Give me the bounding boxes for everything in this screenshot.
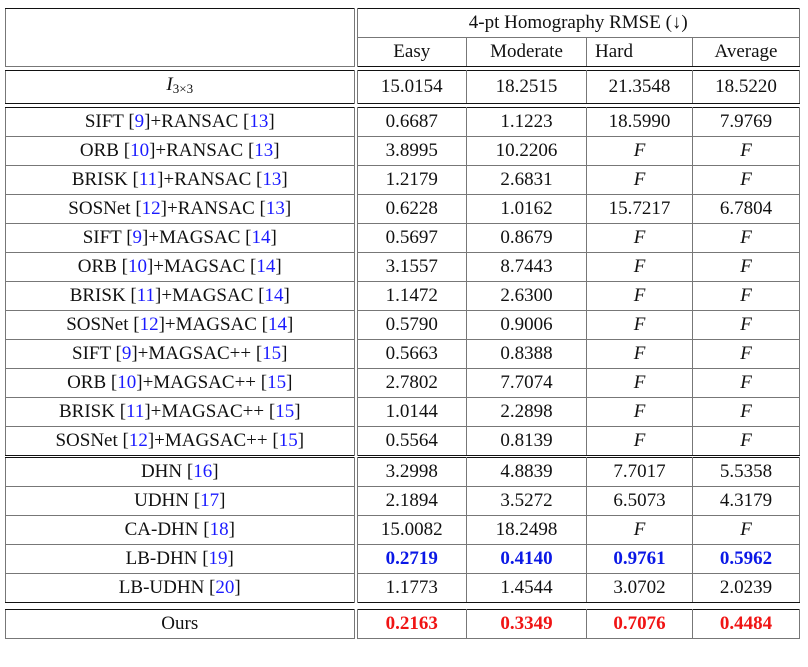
method-cell <box>6 71 356 104</box>
method-cell: SOSNet [12]+MAGSAC++ [15] <box>6 427 356 456</box>
value-cell: 3.2998 <box>356 458 467 487</box>
value-cell: 0.6687 <box>356 108 467 137</box>
deep-learning-block <box>5 457 800 603</box>
table-row <box>6 340 800 369</box>
failure-cell: F <box>587 166 693 195</box>
method-name: SOSNet <box>66 314 134 335</box>
failure-cell: F <box>693 369 800 398</box>
citation-link[interactable]: 15 <box>278 430 298 451</box>
failure-cell: F <box>587 369 693 398</box>
citation-link[interactable]: 9 <box>132 227 143 248</box>
citation-link[interactable]: 13 <box>265 198 285 219</box>
value-cell: 4.8839 <box>467 458 587 487</box>
method-cell: Ours <box>6 610 356 639</box>
citation-link[interactable]: 11 <box>126 401 145 422</box>
value-cell: 0.5962 <box>693 545 800 574</box>
value-cell: 1.0144 <box>356 398 467 427</box>
method-name: SOSNet <box>68 198 136 219</box>
failure-cell: F <box>587 516 693 545</box>
table-row <box>6 487 800 516</box>
table-row <box>6 458 800 487</box>
value-cell: 0.6228 <box>356 195 467 224</box>
citation-link[interactable]: 13 <box>262 169 282 190</box>
value-cell: 1.1223 <box>467 108 587 137</box>
value-cell: 0.8388 <box>467 340 587 369</box>
method-name: SIFT <box>84 111 129 132</box>
table-row <box>6 545 800 574</box>
method-estimator: +MAGSAC++ <box>142 372 261 393</box>
value-cell: 15.0082 <box>356 516 467 545</box>
identity-symbol: I <box>166 74 173 95</box>
ours-block <box>5 609 800 639</box>
citation-link[interactable]: 11 <box>136 285 156 306</box>
table-row <box>6 166 800 195</box>
value-cell: 4.3179 <box>693 487 800 516</box>
value-cell: 1.4544 <box>467 574 587 603</box>
col-easy: Easy <box>356 38 467 67</box>
method-estimator: +MAGSAC <box>153 256 251 277</box>
citation-link[interactable]: 13 <box>249 111 269 132</box>
method-cell: ORB [10]+RANSAC [13] <box>6 137 356 166</box>
feature-based-block <box>5 107 800 456</box>
failure-cell: F <box>693 282 800 311</box>
value-cell: 21.3548 <box>587 71 693 104</box>
value-cell: 7.7017 <box>587 458 693 487</box>
value-cell: 1.2179 <box>356 166 467 195</box>
method-estimator: +MAGSAC <box>148 227 246 248</box>
citation-link[interactable]: 9 <box>134 111 145 132</box>
table-row <box>6 195 800 224</box>
failure-cell: F <box>587 137 693 166</box>
citation-link[interactable]: 15 <box>267 372 287 393</box>
value-cell: 1.1472 <box>356 282 467 311</box>
value-cell: 7.9769 <box>693 108 800 137</box>
method-cell: SIFT [9]+MAGSAC [14] <box>6 224 356 253</box>
citation-link[interactable]: 16 <box>193 461 213 482</box>
method-estimator: +MAGSAC++ <box>150 401 269 422</box>
method-cell: DHN [16] <box>6 458 356 487</box>
method-name: SOSNet <box>55 430 123 451</box>
value-cell: 0.5663 <box>356 340 467 369</box>
citation-link[interactable]: 11 <box>138 169 158 190</box>
failure-cell: F <box>693 427 800 456</box>
value-cell: 6.7804 <box>693 195 800 224</box>
value-cell: 15.7217 <box>587 195 693 224</box>
baseline-block <box>5 70 800 104</box>
method-cell: SIFT [9]+RANSAC [13] <box>6 108 356 137</box>
method-estimator: +MAGSAC++ <box>137 343 256 364</box>
value-cell: 5.5358 <box>693 458 800 487</box>
table-row <box>6 224 800 253</box>
citation-link[interactable]: 12 <box>139 314 159 335</box>
failure-cell: F <box>693 340 800 369</box>
method-cell: LB-DHN [19] <box>6 545 356 574</box>
method-cell: BRISK [11]+RANSAC [13] <box>6 166 356 195</box>
method-name: LB-UDHN <box>118 577 210 598</box>
method-name: ORB <box>77 256 122 277</box>
value-cell: 0.7076 <box>587 610 693 639</box>
table-row <box>6 574 800 603</box>
value-cell: 3.1557 <box>356 253 467 282</box>
value-cell: 0.5790 <box>356 311 467 340</box>
method-estimator: +RANSAC <box>155 140 248 161</box>
method-name: SIFT <box>72 343 116 364</box>
method-cell: LB-UDHN [20] <box>6 574 356 603</box>
table-row <box>6 108 800 137</box>
value-cell: 3.0702 <box>587 574 693 603</box>
table-row <box>6 311 800 340</box>
method-name: UDHN <box>134 490 194 511</box>
citation-link[interactable]: 10 <box>117 372 137 393</box>
method-cell: ORB [10]+MAGSAC++ [15] <box>6 369 356 398</box>
method-cell: UDHN [17] <box>6 487 356 516</box>
citation-link[interactable]: 15 <box>262 343 282 364</box>
citation-link[interactable]: 14 <box>267 314 287 335</box>
value-cell: 10.2206 <box>467 137 587 166</box>
method-name: ORB <box>79 140 124 161</box>
table-row <box>6 137 800 166</box>
method-cell: ORB [10]+MAGSAC [14] <box>6 253 356 282</box>
method-name: CA-DHN <box>124 519 204 540</box>
citation-link[interactable]: 10 <box>127 256 147 277</box>
value-cell: 18.5220 <box>693 71 800 104</box>
value-cell: 18.2498 <box>467 516 587 545</box>
method-cell: CA-DHN [18] <box>6 516 356 545</box>
failure-cell: F <box>693 224 800 253</box>
value-cell: 0.2719 <box>356 545 467 574</box>
method-cell: BRISK [11]+MAGSAC++ [15] <box>6 398 356 427</box>
citation-link[interactable]: 20 <box>215 577 235 598</box>
failure-cell: F <box>693 166 800 195</box>
method-name: BRISK <box>71 169 133 190</box>
value-cell: 6.5073 <box>587 487 693 516</box>
method-name: SIFT <box>82 227 127 248</box>
method-estimator: +RANSAC <box>167 198 260 219</box>
method-name: ORB <box>67 372 111 393</box>
method-estimator: +MAGSAC <box>161 285 259 306</box>
table-row <box>6 71 800 104</box>
value-cell: 2.2898 <box>467 398 587 427</box>
citation-link[interactable]: 13 <box>254 140 274 161</box>
value-cell: 18.2515 <box>467 71 587 104</box>
table-row <box>6 398 800 427</box>
value-cell: 0.9761 <box>587 545 693 574</box>
failure-cell: F <box>693 398 800 427</box>
citation-link[interactable]: 14 <box>264 285 284 306</box>
identity-subscript: 3×3 <box>172 81 194 96</box>
table-row <box>6 253 800 282</box>
method-estimator: +RANSAC <box>163 169 257 190</box>
value-cell: 18.5990 <box>587 108 693 137</box>
value-cell: 0.4140 <box>467 545 587 574</box>
metric-group-title: 4-pt Homography RMSE (↓) <box>356 9 800 38</box>
method-estimator: +MAGSAC <box>164 314 262 335</box>
failure-cell: F <box>587 340 693 369</box>
citation-link[interactable]: 17 <box>200 490 220 511</box>
value-cell: 0.5697 <box>356 224 467 253</box>
value-cell: 7.7074 <box>467 369 587 398</box>
table-row-ours <box>6 610 800 639</box>
citation-link[interactable]: 10 <box>130 140 150 161</box>
citation-link[interactable]: 15 <box>275 401 295 422</box>
failure-cell: F <box>693 137 800 166</box>
col-moderate: Moderate <box>467 38 587 67</box>
table-row <box>6 516 800 545</box>
value-cell: 3.8995 <box>356 137 467 166</box>
failure-cell: F <box>587 253 693 282</box>
method-cell: SIFT [9]+MAGSAC++ [15] <box>6 340 356 369</box>
value-cell: 2.1894 <box>356 487 467 516</box>
method-cell: BRISK [11]+MAGSAC [14] <box>6 282 356 311</box>
value-cell: 0.8679 <box>467 224 587 253</box>
value-cell: 3.5272 <box>467 487 587 516</box>
value-cell: 2.7802 <box>356 369 467 398</box>
col-average: Average <box>693 38 800 67</box>
method-estimator: +RANSAC <box>150 111 244 132</box>
citation-link[interactable]: 9 <box>121 343 132 364</box>
value-cell: 2.6831 <box>467 166 587 195</box>
method-cell: SOSNet [12]+MAGSAC [14] <box>6 311 356 340</box>
citation-link[interactable]: 14 <box>256 256 276 277</box>
value-cell: 0.5564 <box>356 427 467 456</box>
method-header-cell <box>6 9 356 67</box>
failure-cell: F <box>693 253 800 282</box>
method-name: BRISK <box>58 401 120 422</box>
citation-link[interactable]: 12 <box>141 198 161 219</box>
failure-cell: F <box>693 311 800 340</box>
method-name: DHN <box>140 461 187 482</box>
value-cell: 0.9006 <box>467 311 587 340</box>
failure-cell: F <box>587 427 693 456</box>
method-cell: SOSNet [12]+RANSAC [13] <box>6 195 356 224</box>
value-cell: 1.1773 <box>356 574 467 603</box>
value-cell: 0.3349 <box>467 610 587 639</box>
method-name: BRISK <box>69 285 131 306</box>
failure-cell: F <box>693 516 800 545</box>
table-row <box>6 369 800 398</box>
value-cell: 15.0154 <box>356 71 467 104</box>
failure-cell: F <box>587 282 693 311</box>
failure-cell: F <box>587 224 693 253</box>
table-row <box>6 427 800 456</box>
col-hard: Hard <box>587 38 693 67</box>
table-row <box>6 282 800 311</box>
value-cell: 8.7443 <box>467 253 587 282</box>
method-name: LB-DHN <box>125 548 203 569</box>
table-header <box>5 8 800 67</box>
failure-cell: F <box>587 398 693 427</box>
citation-link[interactable]: 19 <box>208 548 228 569</box>
value-cell: 2.0239 <box>693 574 800 603</box>
value-cell: 0.2163 <box>356 610 467 639</box>
value-cell: 0.8139 <box>467 427 587 456</box>
citation-link[interactable]: 18 <box>209 519 229 540</box>
value-cell: 0.4484 <box>693 610 800 639</box>
method-estimator: +MAGSAC++ <box>154 430 273 451</box>
value-cell: 2.6300 <box>467 282 587 311</box>
failure-cell: F <box>587 311 693 340</box>
value-cell: 1.0162 <box>467 195 587 224</box>
citation-link[interactable]: 12 <box>128 430 148 451</box>
citation-link[interactable]: 14 <box>251 227 271 248</box>
